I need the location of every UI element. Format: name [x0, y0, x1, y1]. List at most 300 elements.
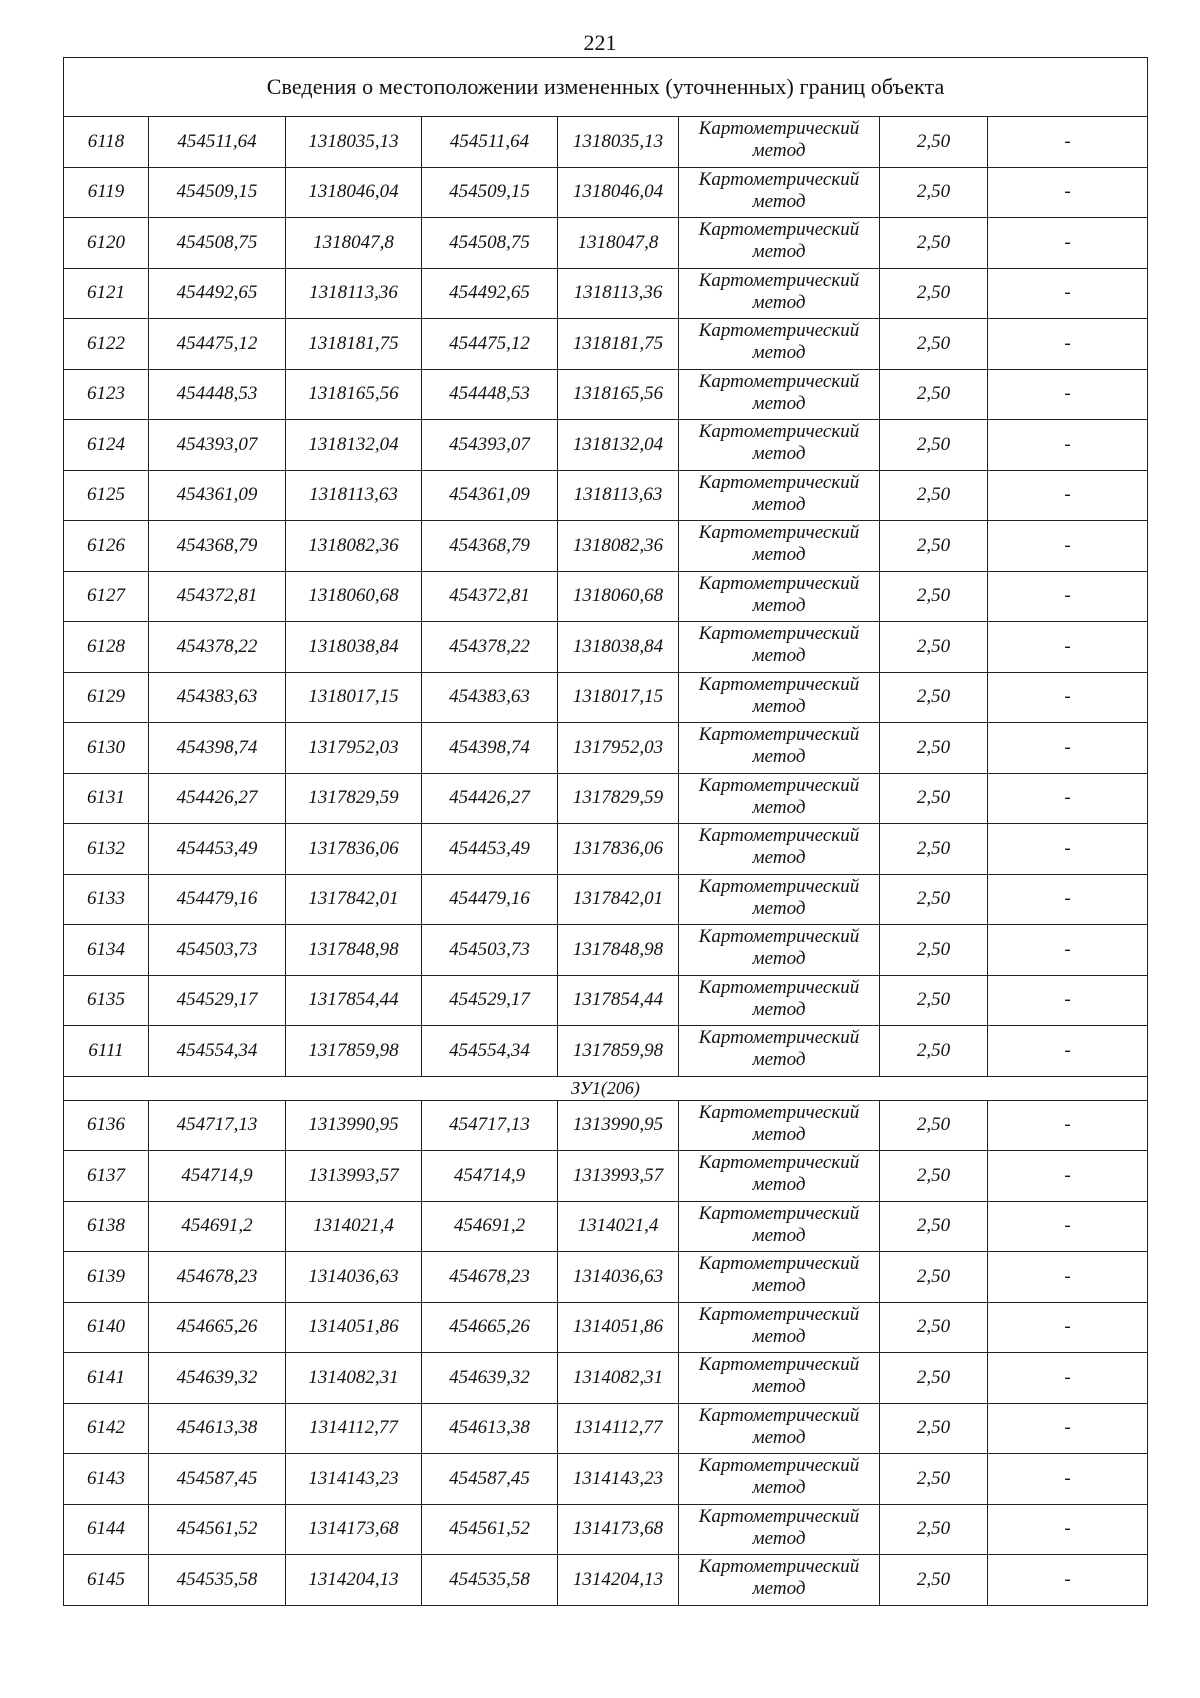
precision-cell: 2,50 [880, 117, 988, 168]
x-refined-cell: 454383,63 [422, 672, 558, 723]
y-refined-cell: 1318165,56 [558, 369, 679, 420]
precision-cell: 2,50 [880, 167, 988, 218]
description-cell: - [988, 723, 1148, 774]
method-line-1: Картометрический [698, 1455, 860, 1476]
precision-cell: 2,50 [880, 1252, 988, 1303]
point-number-cell: 6131 [64, 773, 149, 824]
table-row [64, 824, 1148, 875]
point-number-cell: 6123 [64, 369, 149, 420]
table-row [64, 925, 1148, 976]
point-number-cell: 6145 [64, 1555, 149, 1606]
precision-cell: 2,50 [880, 925, 988, 976]
description-cell: - [988, 268, 1148, 319]
point-number-cell: 6129 [64, 672, 149, 723]
x-existing-cell: 454475,12 [149, 319, 286, 370]
method-cell [679, 1454, 880, 1505]
x-existing-cell: 454372,81 [149, 571, 286, 622]
table-row [64, 672, 1148, 723]
method-line-1: Картометрический [698, 269, 860, 291]
point-number-cell: 6135 [64, 975, 149, 1026]
method-line-1: Картометрический [698, 219, 860, 240]
method-cell [679, 874, 880, 925]
precision-cell: 2,50 [880, 1454, 988, 1505]
method-line-1: Картометрический [698, 976, 860, 998]
y-refined-cell: 1314051,86 [558, 1302, 679, 1353]
method-cell [679, 1555, 880, 1606]
table-row [64, 1454, 1148, 1505]
method-line-1: Картометрический [698, 1253, 860, 1274]
method-cell [679, 521, 880, 572]
y-refined-cell: 1318017,15 [558, 672, 679, 723]
method-line-1: Картометрический [698, 1027, 860, 1048]
x-refined-cell: 454479,16 [422, 874, 558, 925]
y-refined-cell: 1317842,01 [558, 874, 679, 925]
method-line-1: Картометрический [698, 1505, 860, 1527]
x-existing-cell: 454714,9 [149, 1151, 286, 1202]
x-existing-cell: 454453,49 [149, 824, 286, 875]
precision-cell: 2,50 [880, 672, 988, 723]
x-existing-cell: 454587,45 [149, 1454, 286, 1505]
method-line-2: метод [752, 594, 806, 616]
x-refined-cell: 454378,22 [422, 622, 558, 673]
y-existing-cell: 1318165,56 [286, 369, 422, 420]
y-existing-cell: 1318113,36 [286, 268, 422, 319]
x-refined-cell: 454508,75 [422, 218, 558, 269]
x-refined-cell: 454714,9 [422, 1151, 558, 1202]
precision-cell: 2,50 [880, 874, 988, 925]
y-existing-cell: 1318046,04 [286, 167, 422, 218]
y-existing-cell: 1314173,68 [286, 1504, 422, 1555]
y-existing-cell: 1318132,04 [286, 420, 422, 471]
y-refined-cell: 1314021,4 [558, 1201, 679, 1252]
method-line-2: метод [752, 443, 806, 464]
method-line-1: Картометрический [698, 724, 860, 745]
precision-cell: 2,50 [880, 1403, 988, 1454]
table-row [64, 420, 1148, 471]
description-cell: - [988, 773, 1148, 824]
table-title: Сведения о местоположении измененных (уточненных) границ объекта [64, 58, 1148, 117]
x-existing-cell: 454511,64 [149, 117, 286, 168]
x-refined-cell: 454368,79 [422, 521, 558, 572]
x-existing-cell: 454448,53 [149, 369, 286, 420]
precision-cell: 2,50 [880, 773, 988, 824]
point-number-cell: 6142 [64, 1403, 149, 1454]
y-refined-cell: 1318047,8 [558, 218, 679, 269]
y-existing-cell: 1317952,03 [286, 723, 422, 774]
y-existing-cell: 1318035,13 [286, 117, 422, 168]
x-refined-cell: 454665,26 [422, 1302, 558, 1353]
x-existing-cell: 454383,63 [149, 672, 286, 723]
method-line-1: Картометрический [698, 1202, 860, 1224]
method-line-2: метод [752, 1527, 806, 1549]
table-title-row [64, 58, 1148, 117]
method-line-2: метод [752, 291, 806, 313]
precision-cell: 2,50 [880, 420, 988, 471]
method-line-1: Картометрический [698, 774, 860, 796]
x-existing-cell: 454426,27 [149, 773, 286, 824]
x-existing-cell: 454503,73 [149, 925, 286, 976]
y-refined-cell: 1318082,36 [558, 521, 679, 572]
table-row [64, 622, 1148, 673]
x-existing-cell: 454361,09 [149, 470, 286, 521]
y-refined-cell: 1317829,59 [558, 773, 679, 824]
y-refined-cell: 1318113,63 [558, 470, 679, 521]
description-cell: - [988, 824, 1148, 875]
description-cell: - [988, 1504, 1148, 1555]
description-cell: - [988, 1201, 1148, 1252]
y-existing-cell: 1317842,01 [286, 874, 422, 925]
y-refined-cell: 1318113,36 [558, 268, 679, 319]
point-number-cell: 6143 [64, 1454, 149, 1505]
method-line-2: метод [752, 645, 806, 666]
x-existing-cell: 454508,75 [149, 218, 286, 269]
method-cell [679, 975, 880, 1026]
table-body [64, 58, 1148, 1606]
description-cell: - [988, 672, 1148, 723]
y-existing-cell: 1318082,36 [286, 521, 422, 572]
point-number-cell: 6125 [64, 470, 149, 521]
y-existing-cell: 1317859,98 [286, 1026, 422, 1077]
method-cell [679, 925, 880, 976]
precision-cell: 2,50 [880, 319, 988, 370]
precision-cell: 2,50 [880, 1302, 988, 1353]
x-refined-cell: 454613,38 [422, 1403, 558, 1454]
description-cell: - [988, 1151, 1148, 1202]
method-cell [679, 1302, 880, 1353]
method-cell [679, 1403, 880, 1454]
y-refined-cell: 1317836,06 [558, 824, 679, 875]
method-line-2: метод [752, 897, 806, 919]
point-number-cell: 6140 [64, 1302, 149, 1353]
y-refined-cell: 1314036,63 [558, 1252, 679, 1303]
method-line-1: Картометрический [698, 673, 860, 695]
description-cell: - [988, 1252, 1148, 1303]
method-cell [679, 1100, 880, 1151]
precision-cell: 2,50 [880, 824, 988, 875]
method-line-2: метод [752, 1325, 806, 1347]
method-line-2: метод [752, 1578, 806, 1599]
x-refined-cell: 454554,34 [422, 1026, 558, 1077]
precision-cell: 2,50 [880, 268, 988, 319]
table-row [64, 218, 1148, 269]
method-line-2: метод [752, 1376, 806, 1397]
precision-cell: 2,50 [880, 1100, 988, 1151]
method-line-2: метод [752, 342, 806, 363]
y-refined-cell: 1314204,13 [558, 1555, 679, 1606]
method-line-2: метод [752, 695, 806, 717]
y-existing-cell: 1313993,57 [286, 1151, 422, 1202]
description-cell: - [988, 1353, 1148, 1404]
y-existing-cell: 1318047,8 [286, 218, 422, 269]
table-row [64, 1252, 1148, 1303]
method-line-2: метод [752, 1174, 806, 1195]
y-existing-cell: 1317829,59 [286, 773, 422, 824]
x-existing-cell: 454639,32 [149, 1353, 286, 1404]
description-cell: - [988, 521, 1148, 572]
method-cell [679, 723, 880, 774]
precision-cell: 2,50 [880, 1026, 988, 1077]
method-line-1: Картометрический [698, 421, 860, 442]
point-number-cell: 6119 [64, 167, 149, 218]
method-line-1: Картометрический [698, 623, 860, 644]
description-cell: - [988, 470, 1148, 521]
method-line-2: метод [752, 1477, 806, 1498]
method-cell [679, 470, 880, 521]
point-number-cell: 6127 [64, 571, 149, 622]
x-existing-cell: 454691,2 [149, 1201, 286, 1252]
x-refined-cell: 454561,52 [422, 1504, 558, 1555]
y-existing-cell: 1318060,68 [286, 571, 422, 622]
x-existing-cell: 454678,23 [149, 1252, 286, 1303]
method-line-1: Картометрический [698, 320, 860, 341]
y-refined-cell: 1314082,31 [558, 1353, 679, 1404]
y-existing-cell: 1314204,13 [286, 1555, 422, 1606]
x-refined-cell: 454361,09 [422, 470, 558, 521]
y-refined-cell: 1317854,44 [558, 975, 679, 1026]
point-number-cell: 6128 [64, 622, 149, 673]
method-cell [679, 1353, 880, 1404]
x-existing-cell: 454561,52 [149, 1504, 286, 1555]
point-number-cell: 6122 [64, 319, 149, 370]
x-existing-cell: 454393,07 [149, 420, 286, 471]
description-cell: - [988, 1302, 1148, 1353]
table-row [64, 167, 1148, 218]
table-row [64, 268, 1148, 319]
table-row [64, 470, 1148, 521]
method-line-2: метод [752, 847, 806, 868]
x-existing-cell: 454717,13 [149, 1100, 286, 1151]
point-number-cell: 6144 [64, 1504, 149, 1555]
table-row [64, 1201, 1148, 1252]
table-row [64, 117, 1148, 168]
method-line-2: метод [752, 1224, 806, 1246]
method-line-1: Картометрический [698, 471, 860, 493]
x-refined-cell: 454678,23 [422, 1252, 558, 1303]
method-line-2: метод [752, 948, 806, 969]
x-refined-cell: 454475,12 [422, 319, 558, 370]
y-refined-cell: 1318035,13 [558, 117, 679, 168]
y-existing-cell: 1318017,15 [286, 672, 422, 723]
method-line-2: метод [752, 493, 806, 515]
method-line-2: метод [752, 1275, 806, 1296]
method-line-1: Картометрический [698, 1354, 860, 1375]
y-refined-cell: 1317859,98 [558, 1026, 679, 1077]
x-refined-cell: 454691,2 [422, 1201, 558, 1252]
precision-cell: 2,50 [880, 723, 988, 774]
method-cell [679, 420, 880, 471]
x-refined-cell: 454372,81 [422, 571, 558, 622]
x-existing-cell: 454492,65 [149, 268, 286, 319]
method-line-2: метод [752, 1426, 806, 1448]
description-cell: - [988, 1555, 1148, 1606]
y-refined-cell: 1318060,68 [558, 571, 679, 622]
method-line-1: Картометрический [698, 1556, 860, 1577]
page-number: 221 [583, 30, 617, 55]
point-number-cell: 6124 [64, 420, 149, 471]
description-cell: - [988, 874, 1148, 925]
y-existing-cell: 1317836,06 [286, 824, 422, 875]
x-existing-cell: 454509,15 [149, 167, 286, 218]
x-refined-cell: 454587,45 [422, 1454, 558, 1505]
x-refined-cell: 454639,32 [422, 1353, 558, 1404]
method-cell [679, 117, 880, 168]
table-row [64, 369, 1148, 420]
y-existing-cell: 1314021,4 [286, 1201, 422, 1252]
description-cell: - [988, 167, 1148, 218]
precision-cell: 2,50 [880, 622, 988, 673]
x-refined-cell: 454426,27 [422, 773, 558, 824]
description-cell: - [988, 571, 1148, 622]
boundary-coordinates-table [63, 57, 1148, 1606]
y-existing-cell: 1314112,77 [286, 1403, 422, 1454]
table-row [64, 975, 1148, 1026]
description-cell: - [988, 1026, 1148, 1077]
precision-cell: 2,50 [880, 470, 988, 521]
y-existing-cell: 1318181,75 [286, 319, 422, 370]
precision-cell: 2,50 [880, 218, 988, 269]
y-existing-cell: 1314143,23 [286, 1454, 422, 1505]
section-label: ЗУ1(206) [64, 1076, 1148, 1100]
table-row [64, 1504, 1148, 1555]
method-cell [679, 369, 880, 420]
method-line-2: метод [752, 544, 806, 565]
x-refined-cell: 454509,15 [422, 167, 558, 218]
description-cell: - [988, 1403, 1148, 1454]
precision-cell: 2,50 [880, 1353, 988, 1404]
table-row [64, 571, 1148, 622]
description-cell: - [988, 117, 1148, 168]
method-line-1: Картометрический [698, 926, 860, 947]
method-line-1: Картометрический [698, 875, 860, 897]
method-cell [679, 1026, 880, 1077]
method-line-2: метод [752, 746, 806, 767]
method-line-1: Картометрический [698, 118, 860, 139]
method-cell [679, 824, 880, 875]
method-line-1: Картометрический [698, 522, 860, 543]
point-number-cell: 6132 [64, 824, 149, 875]
point-number-cell: 6130 [64, 723, 149, 774]
method-cell [679, 218, 880, 269]
precision-cell: 2,50 [880, 571, 988, 622]
method-line-1: Картометрический [698, 370, 860, 392]
y-existing-cell: 1313990,95 [286, 1100, 422, 1151]
precision-cell: 2,50 [880, 369, 988, 420]
y-existing-cell: 1318113,63 [286, 470, 422, 521]
method-cell [679, 1504, 880, 1555]
precision-cell: 2,50 [880, 1151, 988, 1202]
table-row [64, 773, 1148, 824]
method-line-1: Картометрический [698, 1404, 860, 1426]
table-row [64, 319, 1148, 370]
y-existing-cell: 1314051,86 [286, 1302, 422, 1353]
method-cell [679, 268, 880, 319]
x-existing-cell: 454368,79 [149, 521, 286, 572]
method-cell [679, 167, 880, 218]
point-number-cell: 6118 [64, 117, 149, 168]
method-line-1: Картометрический [698, 168, 860, 190]
table-row [64, 1151, 1148, 1202]
method-line-1: Картометрический [698, 1101, 860, 1123]
description-cell: - [988, 218, 1148, 269]
x-refined-cell: 454535,58 [422, 1555, 558, 1606]
x-refined-cell: 454503,73 [422, 925, 558, 976]
point-number-cell: 6121 [64, 268, 149, 319]
method-line-2: метод [752, 1123, 806, 1145]
method-line-2: метод [752, 241, 806, 262]
y-refined-cell: 1313993,57 [558, 1151, 679, 1202]
x-refined-cell: 454717,13 [422, 1100, 558, 1151]
method-cell [679, 672, 880, 723]
y-existing-cell: 1318038,84 [286, 622, 422, 673]
description-cell: - [988, 975, 1148, 1026]
table-row [64, 874, 1148, 925]
x-refined-cell: 454398,74 [422, 723, 558, 774]
y-refined-cell: 1318132,04 [558, 420, 679, 471]
point-number-cell: 6137 [64, 1151, 149, 1202]
method-cell [679, 773, 880, 824]
description-cell: - [988, 1454, 1148, 1505]
y-refined-cell: 1317952,03 [558, 723, 679, 774]
description-cell: - [988, 925, 1148, 976]
description-cell: - [988, 420, 1148, 471]
x-existing-cell: 454378,22 [149, 622, 286, 673]
point-number-cell: 6126 [64, 521, 149, 572]
y-refined-cell: 1317848,98 [558, 925, 679, 976]
method-cell [679, 1252, 880, 1303]
x-existing-cell: 454554,34 [149, 1026, 286, 1077]
x-refined-cell: 454453,49 [422, 824, 558, 875]
method-cell [679, 571, 880, 622]
table-row [64, 1302, 1148, 1353]
method-cell [679, 319, 880, 370]
precision-cell: 2,50 [880, 1555, 988, 1606]
method-line-2: метод [752, 796, 806, 818]
description-cell: - [988, 369, 1148, 420]
method-line-2: метод [752, 998, 806, 1020]
table-row [64, 1026, 1148, 1077]
y-existing-cell: 1317848,98 [286, 925, 422, 976]
point-number-cell: 6139 [64, 1252, 149, 1303]
x-existing-cell: 454613,38 [149, 1403, 286, 1454]
y-refined-cell: 1313990,95 [558, 1100, 679, 1151]
method-cell [679, 1151, 880, 1202]
method-line-1: Картометрический [698, 572, 860, 594]
method-cell [679, 622, 880, 673]
y-refined-cell: 1314112,77 [558, 1403, 679, 1454]
precision-cell: 2,50 [880, 1201, 988, 1252]
x-existing-cell: 454398,74 [149, 723, 286, 774]
y-refined-cell: 1314143,23 [558, 1454, 679, 1505]
x-existing-cell: 454535,58 [149, 1555, 286, 1606]
x-existing-cell: 454479,16 [149, 874, 286, 925]
section-row [64, 1076, 1148, 1100]
precision-cell: 2,50 [880, 521, 988, 572]
point-number-cell: 6120 [64, 218, 149, 269]
method-line-2: метод [752, 140, 806, 161]
description-cell: - [988, 1100, 1148, 1151]
method-line-2: метод [752, 190, 806, 212]
y-existing-cell: 1314036,63 [286, 1252, 422, 1303]
y-refined-cell: 1318181,75 [558, 319, 679, 370]
method-line-1: Картометрический [698, 1303, 860, 1325]
method-line-2: метод [752, 392, 806, 414]
table-row [64, 1353, 1148, 1404]
method-line-1: Картометрический [698, 825, 860, 846]
x-refined-cell: 454529,17 [422, 975, 558, 1026]
method-line-2: метод [752, 1049, 806, 1070]
y-existing-cell: 1314082,31 [286, 1353, 422, 1404]
x-refined-cell: 454511,64 [422, 117, 558, 168]
